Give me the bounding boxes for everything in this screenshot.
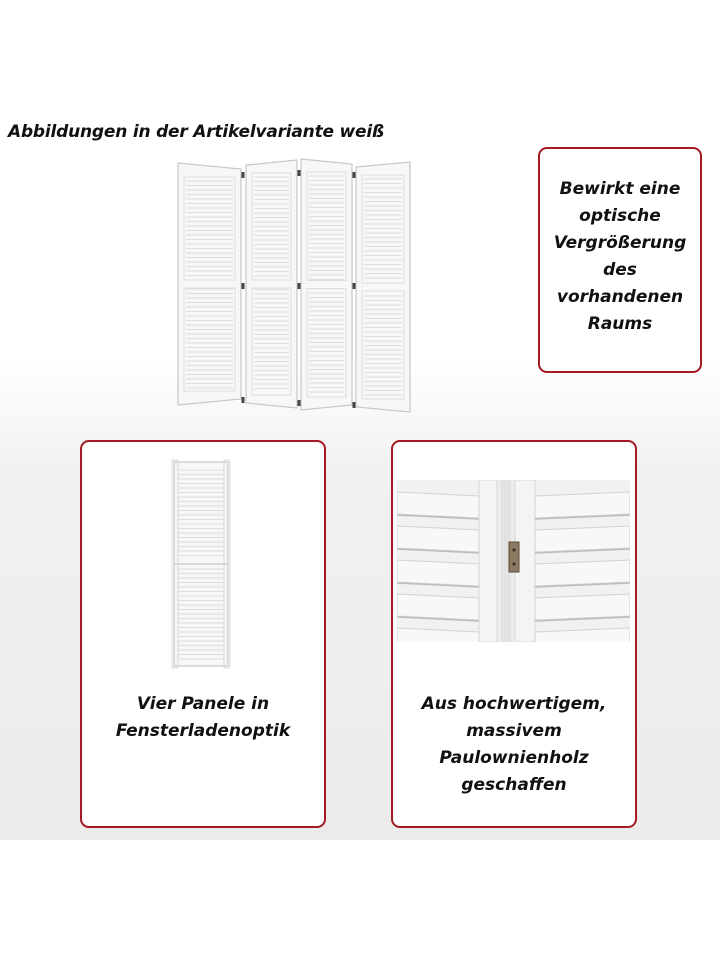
hinge-detail-image (397, 480, 630, 642)
screen-panel (178, 163, 241, 405)
screen-panel (301, 159, 352, 410)
callout-text-panels: Vier Panele in Fensterladenoptik (115, 694, 291, 741)
side-view-image (170, 458, 232, 670)
screen-panel (356, 162, 410, 412)
callout-text-optical: Bewirkt eine optische Vergrößerung des vorhandenen Raums (553, 179, 687, 334)
callout-box-panels (80, 440, 326, 828)
screen-panel (246, 160, 297, 408)
room-divider-image (175, 155, 415, 420)
callout-box-optical (538, 147, 702, 373)
callout-box-material (391, 440, 637, 828)
variant-caption: Abbildungen in der Artikelvariante weiß (8, 122, 385, 142)
callout-text-material: Aus hochwertigem, massivem Paulownienholz geschaffen (421, 694, 607, 795)
